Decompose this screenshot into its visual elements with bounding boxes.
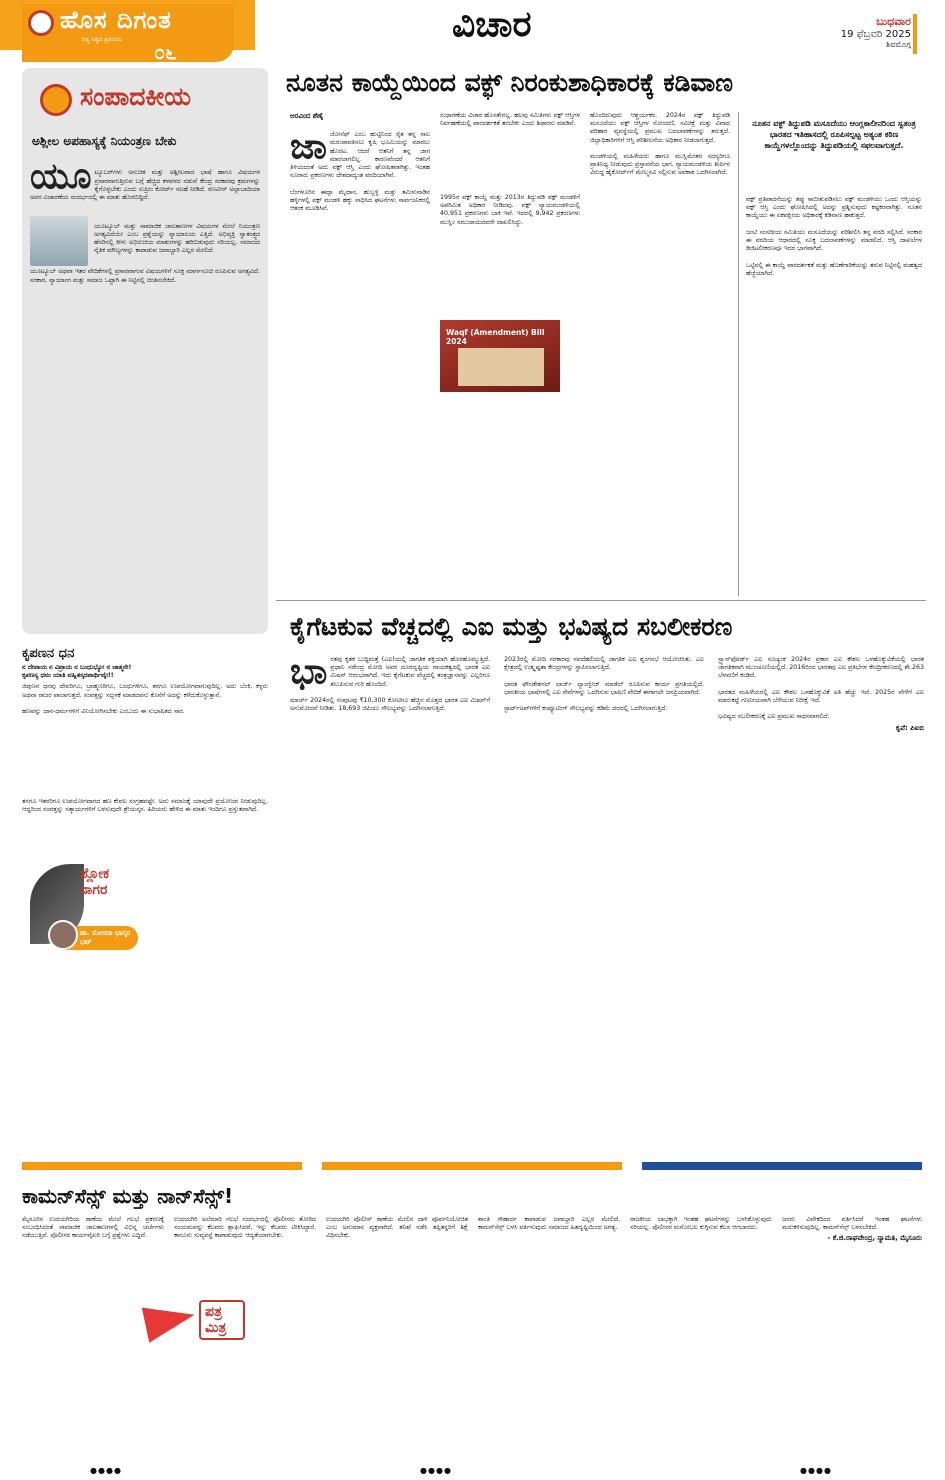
editorial-label: ಸಂಪಾದಕೀಯ <box>80 82 192 111</box>
ai-story-headline: ಕೈಗೆಟಕುವ ವೆಚ್ಚದಲ್ಲಿ ಎಐ ಮತ್ತು ಭವಿಷ್ಯದ ಸಬಲೀಕರಣ <box>290 612 733 641</box>
krupanana-text: ಜಿಪುಣನ ಧನವು ದೇವರಿಗೂ, ಬ್ರಾಹ್ಮಣರಿಗೂ, ಬಂಧುಗಳಿಗೂ, ತನಗೂ ಉಪಯೋಗವಾಗುವುದಿಲ್ಲ. ಅದು ಬೆಂಕಿ, ಕಳ್ಳರು ಅಥವಾ ರಾಜರ ಪಾಲಾಗುತ್ತದೆ. ಸಂಪತ್ತನ್ನು ಸದ್ಬಳಕೆ ಮಾಡದವನು ಕೊನೆಗೆ ಅದನ್ನು ಕಳೆದುಕೊಳ್ಳುತ್ತಾನೆ. ಹಣವನ್ನು ದಾನ-ಧರ್ಮಗಳಿಗೆ ವಿನಿಯೋಗಿಸಬೇಕು ಎಂಬುದು ಈ ಸುಭಾಷಿತದ ಸಾರ. ತನಗೂ ಇತರರಿಗೂ ಉಪಯೋಗವಾಗದ ಹಣ ಕೇವಲ ಸಂಗ್ರಹವಷ್ಟೇ. ಅದು ಸಮಾಜಕ್ಕೆ ಯಾವುದೇ ಪ್ರಯೋಜನ ನೀಡುವುದಿಲ್ಲ. ಆದ್ದರಿಂದ ಸಂಪತ್ತನ್ನು ಸತ್ಕಾರ್ಯಗಳಿಗೆ ಬಳಸುವುದೇ ಶ್ರೇಯಸ್ಕರ. ಹಿರಿಯರು ಹೇಳಿದ ಈ ಮಾತು ಇಂದಿಗೂ ಪ್ರಸ್ತುತವಾಗಿದೆ. <box>22 683 268 814</box>
page-number: ೦೬ <box>154 40 177 64</box>
top-story-pullquote: ನೂತನ ವಕ್ಫ್ ತಿದ್ದುಪಡಿ ಮಸೂದೆಯು ಆಂಗ್ಲಕಾಲೀನರಿಂದ ಸ್ವತಂತ್ರ ಭಾರತದ ಇತಿಹಾಸದಲ್ಲಿ ರೂಪಿಸಲ್ಪಟ್ಟ ಅತ್ಯಂತ ಕಠಿಣ ಕಾಯ್ದೆಗಳಲ್ಲೊಂದನ್ನು ತಿದ್ದುಪಡಿಯಲ್ಲಿ ಸಫಲವಾಗುತ್ತದೆ. <box>752 119 916 150</box>
editorial-dropcap: ಯೂ <box>30 156 92 198</box>
bottom-col-5 <box>630 1216 772 1456</box>
waqf-bill-image <box>440 320 560 392</box>
section-title: ವಿಚಾರ <box>452 4 532 45</box>
ai-story-text-3: ಸ್ಟ್ಯಾನ್‌ಫೋರ್ಡ್ ಎಐ ಸೂಚ್ಯಂಕ 2024ರ ಪ್ರಕಾರ ಎಐ ಕೌಶಲ ಒಳಹೊಕ್ಕುವಿಕೆಯಲ್ಲಿ ಭಾರತ ಜಾಗತಿಕವಾಗಿ ಮುಂಚೂಣಿಯಲ್ಲಿದೆ. 2016ರಿಂದ ಭಾರತವು ಎಐ ಪ್ರತಿಭೆಗಳ ಕೇಂದ್ರೀಕರಣದಲ್ಲಿ ಶೇ.263 ಬೆಳವಣಿಗೆ ಕಂಡಿದೆ. ಭಾರತದ ಮಹಿಳೆಯರಲ್ಲಿ ಎಐ ಕೌಶಲ ಒಳಹೊಕ್ಕುವಿಕೆ ಅತಿ ಹೆಚ್ಚು ಇದೆ. 2025ರ ವೇಳೆಗೆ ಎಐ ಮಾರುಕಟ್ಟೆ ಗಣನೀಯವಾಗಿ ಬೆಳೆಯುವ ನಿರೀಕ್ಷೆ ಇದೆ. ಭವಿಷ್ಯದ ಸಬಲೀಕರಣಕ್ಕೆ ಎಐ ಪ್ರಮುಖ ಸಾಧನವಾಗಲಿದೆ. <box>718 656 924 721</box>
parliament-building-icon <box>458 348 544 386</box>
paper-plane-icon <box>142 1297 198 1343</box>
shloka-sagara-label: ಶ್ಲೋಕ ಸಾಗರ <box>80 866 110 898</box>
top-story-text-3: ಹೊಂದಿರುವುದು ಆಶ್ಚರ್ಯಕರ. 2024ರ ವಕ್ಫ್ ತಿದ್ದುಪಡಿ ಮಸೂದೆಯು ವಕ್ಫ್ ಆಸ್ತಿಗಳ ನೋಂದಣಿ, ಸಮೀಕ್ಷೆ ಮತ್ತು ವಿವಾದ ಪರಿಹಾರ ವ್ಯವಸ್ಥೆಯಲ್ಲಿ ಪ್ರಮುಖ ಬದಲಾವಣೆಗಳನ್ನು ತರುತ್ತದೆ. ಜಿಲ್ಲಾಧಿಕಾರಿಗಳಿಗೆ ಆಸ್ತಿ ಪರಿಶೀಲನೆಯ ಅಧಿಕಾರ ನೀಡಲಾಗುತ್ತದೆ. ಮಂಡಳಿಯಲ್ಲಿ ಮಹಿಳೆಯರು ಹಾಗೂ ಮುಸ್ಲಿಮೇತರ ಸದಸ್ಯರಿಗೂ ಪ್ರಾತಿನಿಧ್ಯ ನೀಡುವುದು ಪ್ರಸ್ತಾವನೆಯ ಭಾಗ. ನ್ಯಾಯಮಂಡಳಿಯ ತೀರ್ಪಿನ ವಿರುದ್ಧ ಹೈಕೋರ್ಟ್‌ಗೆ ಮೇಲ್ಮನವಿ ಸಲ್ಲಿಸುವ ಅವಕಾಶ ಒದಗಿಸಲಾಗಿದೆ. <box>590 112 730 177</box>
dateline <box>841 16 911 49</box>
ai-story-col-1 <box>290 656 490 1154</box>
bottom-col-4 <box>478 1216 620 1456</box>
logo-emblem-icon <box>28 10 54 36</box>
column-divider <box>738 112 739 596</box>
bottom-text-6: ಜನರು ವಿವೇಕದಿಂದ ವರ್ತಿಸಿದರೆ ಇಂತಹ ಘಟನೆಗಳು ಮರುಕಳಿಸುವುದಿಲ್ಲ. ಕಾಮನ್‌ಸೆನ್ಸ್ ಬಳಸಬೇಕಿದೆ. <box>782 1216 922 1232</box>
top-story-body <box>290 112 730 596</box>
ai-story-signoff: ಕೃಪೆ: ಪಿಐಬಿ <box>895 723 924 732</box>
bottom-col-1 <box>22 1216 164 1456</box>
editorial-header <box>30 76 260 126</box>
ai-story-col-3 <box>718 656 924 1154</box>
top-story-dropcap: ಜಾ <box>290 126 327 168</box>
top-story-col-3 <box>590 112 730 596</box>
top-story-col-1 <box>290 112 430 596</box>
editorial-body <box>30 153 260 202</box>
columnist-name: ಡಾ. ಸೋಂದಾ ಭಾಸ್ಕರ ಭಟ್ <box>52 926 138 950</box>
strip-blue <box>642 1162 922 1170</box>
bottom-signoff: - ಕೆ.ಜಿ.ರಾಘವೇಂದ್ರ, ನ್ಯಾಮತಿ, ಮೈಸೂರು <box>827 1234 922 1243</box>
ai-story-body <box>290 656 924 1154</box>
date-rule <box>913 14 917 54</box>
day: ಬುಧವಾರ <box>876 15 911 28</box>
newspaper-tagline: ನಿತ್ಯ ಸತ್ಯದ ಪ್ರತಿಬಿಂಬ <box>82 36 123 43</box>
patra-mitra-label: ಪತ್ರ ಮಿತ್ರ <box>199 1300 245 1340</box>
bottom-headline: ಕಾಮನ್‌ಸೆನ್ಸ್ ಮತ್ತು ನಾನ್‌ಸೆನ್ಸ್! <box>22 1184 234 1208</box>
bottom-col-6 <box>782 1216 922 1456</box>
patra-mitra-emblem <box>145 1296 245 1356</box>
strip-orange <box>22 1162 302 1170</box>
editorial-headline: ಅಶ್ಲೀಲ ಅಪಹಾಸ್ಯಕ್ಕೆ ನಿಯಂತ್ರಣ ಬೇಕು <box>32 134 177 148</box>
logo <box>22 4 234 62</box>
masthead <box>0 0 945 62</box>
ai-story-text-1: ರತವು ಕೃತಕ ಬುದ್ಧಿಮತ್ತೆ (ಎಐ)ಯಲ್ಲಿ ಜಾಗತಿಕ ಶಕ್ತಿಯಾಗಿ ಹೊರಹೊಮ್ಮುತ್ತಿದೆ. ಪ್ರಧಾನಿ ನರೇಂದ್ರ ಮೋದಿ ಅವರ ದೂರದೃಷ್ಟಿಯ ನಾಯಕತ್ವದಲ್ಲಿ ಭಾರತ ಎಐ ಮಿಷನ್ ಆರಂಭವಾಗಿದೆ. ಇದು ಕೈಗೆಟಕುವ ವೆಚ್ಚದಲ್ಲಿ ತಂತ್ರಜ್ಞಾನವನ್ನು ಎಲ್ಲರಿಗೂ ತಲುಪಿಸುವ ಗುರಿ ಹೊಂದಿದೆ. ಮಾರ್ಚ್ 2024ರಲ್ಲಿ ಸಂಪುಟವು ₹10,300 ಕೋಟಿಗೂ ಹೆಚ್ಚಿನ ಮೊತ್ತದ ಭಾರತ ಎಐ ಮಿಷನ್‌ಗೆ ಅನುಮೋದನೆ ನೀಡಿತು. 18,693 ಜಿಪಿಯು ಸೌಲಭ್ಯವನ್ನು ಒದಗಿಸಲಾಗುತ್ತಿದೆ. <box>290 656 490 713</box>
editorial-para-2: ಯೂಟ್ಯೂಬ್ ಮತ್ತು ಸಾಮಾಜಿಕ ಜಾಲತಾಣಗಳ ವಿಷಯಗಳ ಮೇಲೆ ನಿಯಂತ್ರಣ ಅಗತ್ಯವಿದೆಯೇ ಎಂಬ ಪ್ರಶ್ನೆಯನ್ನು ನ್ಯಾಯಾಲಯ ಎತ್ತಿದೆ. ಅಭಿವ್ಯಕ್ತಿ ಸ್ವಾತಂತ್ರ್ಯದ ಹೆಸರಿನಲ್ಲಿ ಕೀಳು ಅಭಿರುಚಿಯ ಮಾತುಗಳನ್ನು ಹರಿಬಿಡುವುದು ಸರಿಯಲ್ಲ. ಸಮಾಜದ ನೈತಿಕ ಮೌಲ್ಯಗಳನ್ನು ಕಾಪಾಡುವ ಜವಾಬ್ದಾರಿ ಎಲ್ಲರ ಮೇಲಿದೆ. <box>94 222 260 255</box>
top-story-text-1: ಜೋಸೆಫ್ ಎಂಬ ಹುಟ್ಟಿನಿಂದ ರೈತ ತನ್ನ ಸಾಲ ಮರುಪಾವತಿಸಲು ಕೃಷಿ ಭೂಮಿಯನ್ನು ಮಾರಲು ಹೊರಟ. ಆದರೆ ಆತನಿಗೆ ತನ್ನ ಜಾಗ ಮಾರಲಾಗಲಿಲ್ಲ. ಕಾರಣವೆಂದರೆ ಆತನಿಗೆ ತಿಳಿಯದಂತೆ ಅದು ವಕ್ಫ್ ಆಸ್ತಿ ಎಂದು ಘೋಷಿತವಾಗಿತ್ತು. ಇಂತಹ ನೂರಾರು ಪ್ರಕರಣಗಳು ದೇಶದಾದ್ಯಂತ ವರದಿಯಾಗಿವೆ. ಬೆಂಗಳೂರಿನ ಈದ್ಗಾ ಮೈದಾನ, ಹುಬ್ಬಳ್ಳಿ ಮತ್ತು ತಮಿಳುನಾಡಿನ ಹಳ್ಳಿಗಳಲ್ಲಿ ವಕ್ಫ್ ಮಂಡಳಿ ಹಕ್ಕು ಸಾಧಿಸಿದ ಘಟನೆಗಳು ಸಾರ್ವಜನಿಕರಲ್ಲಿ ಆತಂಕ ಮೂಡಿಸಿವೆ. <box>290 131 430 213</box>
krupanana-headline: ಕೃಪಣನ ಧನ <box>22 646 75 661</box>
krupanana-verse: ನ ದೇವಾಯ ನ ವಿಪ್ರಾಯ ನ ಬಂಧುಭ್ಯೋ ನ ಚಾತ್ಮನೇ! ಕೃಪಣಸ್ಯ ಧನಂ ಯಾತಿ ವಹ್ನಿತಸ್ಕರಪಾರ್ಥಿವೈಃ!! <box>22 664 132 680</box>
registration-marks-icon-2: ●●●● <box>420 1466 452 1475</box>
editorial-para-3: ಯೂಟ್ಯೂಬ್ ಅಥವಾ ಇತರ ವೇದಿಕೆಗಳಲ್ಲಿ ಪ್ರಸಾರವಾಗುವ ವಿಷಯಗಳಿಗೆ ಸೂಕ್ತ ಮಾರ್ಗಸೂಚಿ ರೂಪಿಸುವ ಅಗತ್ಯವಿದೆ. ಸರಕಾರ, ನ್ಯಾಯಾಂಗ ಮತ್ತು ಸಮಾಜ ಒಟ್ಟಾಗಿ ಈ ನಿಟ್ಟಿನಲ್ಲಿ ಚಿಂತಿಸಬೇಕಿದೆ. <box>30 268 260 284</box>
strip-orange-2 <box>322 1162 622 1170</box>
bottom-col-3 <box>326 1216 468 1456</box>
bottom-text-2: ಉದಯಗಿರಿ ಅಲೆಮಾರಿ ಗಲಭೆ ಸಂದರ್ಭದಲ್ಲಿ ಪೊಲೀಸರು ತೋರಿದ ಸಂಯಮವನ್ನು ಕೆಲವರು ಶ್ಲಾಘಿಸಿದರೆ, ಇನ್ನು ಕೆಲವರು ಟೀಕಿಸಿದ್ದಾರೆ. ಕಾನೂನು ಸುವ್ಯವಸ್ಥೆ ಕಾಪಾಡುವುದು ಆದ್ಯತೆಯಾಗಬೇಕು. <box>174 1216 316 1240</box>
waqf-bill-caption: Waqf (Amendment) Bill 2024 <box>446 328 545 346</box>
edition-city: ಶಿವಮೊಗ್ಗ <box>886 40 911 50</box>
top-story-text-2: ಸುಧಾರಣೆಯ ವಿಚಾರ ಹೊಸತೇನಲ್ಲ. ಹಲವು ಸಮಿತಿಗಳು ವಕ್ಫ್ ಆಸ್ತಿಗಳ ನಿರ್ವಹಣೆಯಲ್ಲಿ ಪಾರದರ್ಶಕತೆ ತರಬೇಕು ಎಂದು ಶಿಫಾರಸು ಮಾಡಿವೆ. 1995ರ ವಕ್ಫ್ ಕಾಯ್ದೆ ಮತ್ತು 2013ರ ತಿದ್ದುಪಡಿ ವಕ್ಫ್ ಮಂಡಳಿಗೆ ಅಪರಿಮಿತ ಅಧಿಕಾರ ನೀಡಿದವು. ವಕ್ಫ್ ನ್ಯಾಯಮಂಡಳಿಯಲ್ಲಿ 40,951 ಪ್ರಕರಣಗಳು ಬಾಕಿ ಇವೆ. ಇದರಲ್ಲಿ 9,942 ಪ್ರಕರಣಗಳು ಮುಸ್ಲಿಂ ಸಮುದಾಯದವರೇ ದಾಖಲಿಸಿದ್ದು. <box>440 112 580 226</box>
editorial-emblem-icon <box>40 84 72 116</box>
editorial-para-1: ಟ್ಯೂಬರ್‌ಗಳು ಅನುಚಿತ ಮತ್ತು ಅಶ್ಲೀಲವಾದ ಭಾಷೆ ಹಾಗೂ ವಿಷಯಗಳ ಪ್ರಸಾರವಾಗುತ್ತಿರುವ ಬಗ್ಗೆ ಹೆಚ್ಚಿದ ಕಳವಳದ ನಡುವೆ ಕೇಂದ್ರ ಸರಕಾರವು ಕ್ರಮಗಳನ್ನು ಕೈಗೊಳ್ಳಬೇಕು ಎಂದು ಸುಪ್ರೀಂ ಕೋರ್ಟ್ ಸಲಹೆ ನೀಡಿದೆ. ರಣವೀರ್ ಅಲ್ಲಾಬಾದಿಯಾ ಅವರ ವಿಚಾರಣೆಯ ಸಂದರ್ಭದಲ್ಲಿ ಈ ಮಾತು ಹೊರಬಿದ್ದಿದೆ. <box>30 169 260 202</box>
bottom-text-5: ರಾಜಕೀಯ ಲಾಭಕ್ಕಾಗಿ ಇಂತಹ ಘಟನೆಗಳನ್ನು ಬಳಸಿಕೊಳ್ಳುವುದು ಸರಿಯಲ್ಲ. ಪೊಲೀಸರ ಮನೋಬಲ ಕುಗ್ಗಿಸುವ ಕೆಲಸ ಆಗಬಾರದು. <box>630 1216 772 1232</box>
section-divider <box>276 600 926 601</box>
top-story-col-4 <box>746 196 922 592</box>
supreme-court-photo <box>30 216 88 266</box>
date: 19 ಫೆಬ್ರವರಿ 2025 <box>840 28 911 40</box>
ai-story-text-2: 2023ರಲ್ಲಿ ಮೋದಿ ಸರಕಾರವು ನವದೆಹಲಿಯಲ್ಲಿ ಜಾಗತಿಕ ಎಐ ಶೃಂಗಸಭೆ ಆಯೋಜಿಸಿತು. ಎಐ ಕ್ಷೇತ್ರದಲ್ಲಿ ಉತ್ಕೃಷ್ಟತಾ ಕೇಂದ್ರಗಳನ್ನು ಸ್ಥಾಪಿಸಲಾಗುತ್ತಿದೆ. ಭಾರತ ಫೌಂಡೇಶನಲ್ ಲಾರ್ಜ್ ಲ್ಯಾಂಗ್ವೇಜ್ ಮಾಡೆಲ್ ರೂಪಿಸುವ ಕಾರ್ಯ ಪ್ರಗತಿಯಲ್ಲಿದೆ. ಭಾರತೀಯ ಭಾಷೆಗಳಲ್ಲಿ ಎಐ ಸೇವೆಗಳನ್ನು ಒದಗಿಸುವ ಭಾಷಿಣಿ ವೇದಿಕೆ ಈಗಾಗಲೇ ಜನಪ್ರಿಯವಾಗಿದೆ. ಸ್ಟಾರ್ಟ್‌ಅಪ್‌ಗಳಿಗೆ ಕಂಪ್ಯೂಟಿಂಗ್ ಸೌಲಭ್ಯವನ್ನು ಕಡಿಮೆ ದರದಲ್ಲಿ ಒದಗಿಸಲಾಗುತ್ತಿದೆ. <box>504 656 704 713</box>
shloka-sagara-emblem <box>22 856 140 952</box>
bottom-text-1: ಮೈಸೂರಿನ ಉದಯಗಿರಿಯ ಠಾಣೆಯ ಮೇಲೆ ಗಲಭೆ ಪ್ರಕರಣಕ್ಕೆ ಸಂಬಂಧಿಸಿದಂತೆ ಸಾಮಾಜಿಕ ಜಾಲತಾಣಗಳಲ್ಲಿ ವಿಭಿನ್ನ ಚರ್ಚೆಗಳು ನಡೆಯುತ್ತಿವೆ. ಪೊಲೀಸರ ಕಾರ್ಯವೈಖರಿ ಬಗ್ಗೆ ಪ್ರಶ್ನೆಗಳು ಎದ್ದಿವೆ. <box>22 1216 164 1240</box>
ai-story-col-2 <box>504 656 704 1154</box>
registration-marks-icon-3: ●●●● <box>800 1466 832 1475</box>
section-color-strip <box>22 1162 922 1170</box>
ai-story-dropcap: ಭಾ <box>290 656 328 692</box>
top-story-headline: ನೂತನ ಕಾಯ್ದೆಯಿಂದ ವಕ್ಫ್ ನಿರಂಕುಶಾಧಿಕಾರಕ್ಕೆ ಕಡಿವಾಣ <box>286 68 733 97</box>
editorial-body-2 <box>30 206 260 255</box>
top-story-text-4: ವಕ್ಫ್ ಪ್ರತಿಪಾದನೆಯನ್ನು ತಪ್ಪು ಸಾಬೀತುಪಡಿಸಲು ವಕ್ಫ್ ಮಂಡಳಿಯು ಒಂದು ಆಸ್ತಿಯನ್ನು ವಕ್ಫ್ ಆಸ್ತಿ ಎಂದು ಘೋಷಿಸಿದಲ್ಲಿ ಅದನ್ನು ಪ್ರಶ್ನಿಸುವುದು ಕಷ್ಟಕರವಾಗಿತ್ತು. ನೂತನ ಕಾಯ್ದೆಯು ಈ ಏಕಪಕ್ಷೀಯ ಅಧಿಕಾರಕ್ಕೆ ಕಡಿವಾಣ ಹಾಕುತ್ತದೆ. ಜಂಟಿ ಸಂಸದೀಯ ಸಮಿತಿಯು ಮಸೂದೆಯನ್ನು ಪರಿಶೀಲಿಸಿ ತನ್ನ ವರದಿ ಸಲ್ಲಿಸಿದೆ. ಸರಕಾರ ಈ ವರದಿಯ ಆಧಾರದಲ್ಲಿ ಸೂಕ್ತ ಬದಲಾವಣೆಗಳನ್ನು ಮಾಡಲಿದೆ. ಆಸ್ತಿ ದಾಖಲೆಗಳ ಡಿಜಿಟಲೀಕರಣವೂ ಇದರ ಭಾಗವಾಗಿದೆ. ಒಟ್ಟಿನಲ್ಲಿ ಈ ಕಾಯ್ದೆ ಪಾರದರ್ಶಕತೆ ಮತ್ತು ಹೊಣೆಗಾರಿಕೆಯನ್ನು ತರುವ ನಿಟ್ಟಿನಲ್ಲಿ ಮಹತ್ವದ ಹೆಜ್ಜೆಯಾಗಿದೆ. <box>746 196 922 277</box>
columnist-avatar <box>48 920 78 950</box>
editorial-box <box>22 68 268 634</box>
bottom-text-4: ಶಾಂತಿ ಸೌಹಾರ್ದ ಕಾಪಾಡುವ ಜವಾಬ್ದಾರಿ ಎಲ್ಲರ ಮೇಲಿದೆ. ಕಾಮನ್‌ಸೆನ್ಸ್ ಬಳಸಿ ವರ್ತಿಸುವುದು ಸಮಾಜದ ಹಿತದೃಷ್ಟಿಯಿಂದ ಅಗತ್ಯ. <box>478 1216 620 1232</box>
top-story-byline: ಅರವಿಂದ ಶೆಣೈ <box>290 112 324 120</box>
bottom-text-3: ಉದಯಗಿರಿ ಪೊಲೀಸ್ ಠಾಣೆಯ ಮೇಲಿನ ದಾಳಿ ಪೂರ್ವನಿಯೋಜಿತ ಎಂಬ ಅನುಮಾನ ವ್ಯಕ್ತವಾಗಿದೆ. ತನಿಖೆ ನಡೆಸಿ ತಪ್ಪಿತಸ್ಥರಿಗೆ ಶಿಕ್ಷೆ ವಿಧಿಸಬೇಕು. <box>326 1216 468 1240</box>
registration-marks-icon: ●●●● <box>90 1466 122 1475</box>
newspaper-title: ಹೊಸ ದಿಗಂತ <box>60 6 172 34</box>
